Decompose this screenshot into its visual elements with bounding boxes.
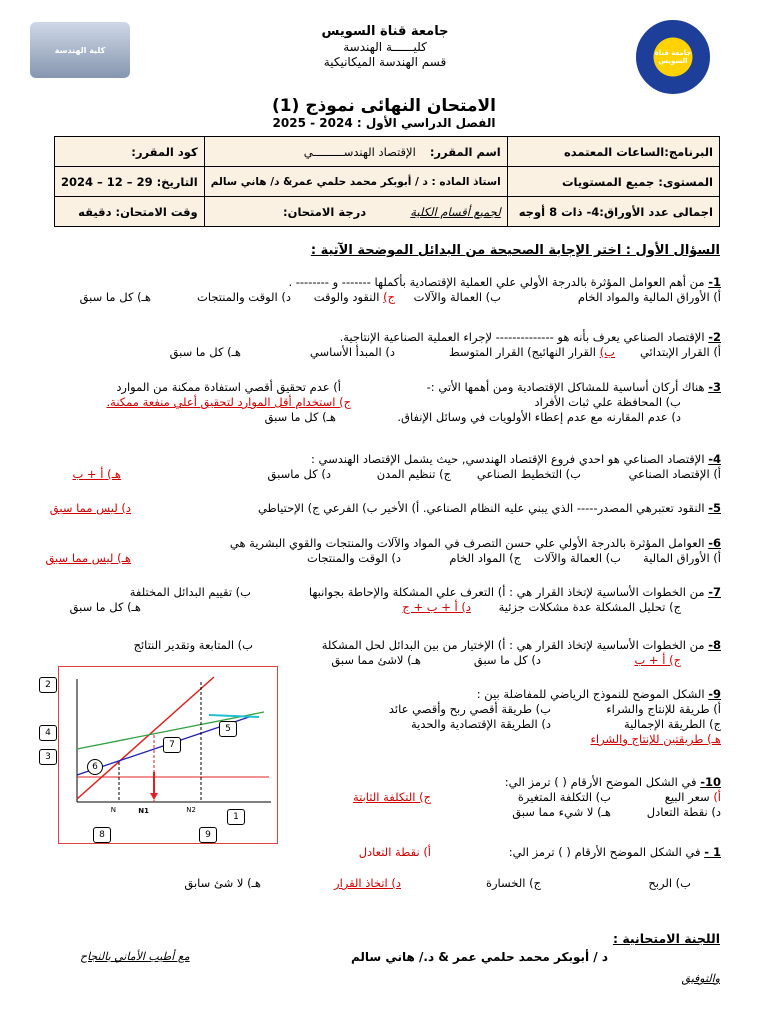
option-d: د) كل ماسبق — [267, 467, 331, 481]
level-cell: المستوى: جميع المستويات — [507, 167, 719, 197]
option-e: هـ) طريقتين للإنتاج والشراء — [590, 732, 721, 746]
question-number: 1- — [708, 275, 721, 289]
option-c: ج) أ + ب — [634, 653, 681, 667]
option-c: ج) الطريقة الإجمالية — [623, 717, 721, 731]
pages-cell: اجمالى عدد الأوراق:4- ذات 8 أوجه — [507, 197, 719, 227]
question-number: 10- — [700, 775, 721, 789]
cyan-line — [209, 715, 259, 717]
university-logo-text: جامعة قناة السويس — [654, 49, 692, 65]
all-departments-text: لجميع أقسام الكلية — [410, 204, 501, 219]
option-c: ج) التكلفة الثابتة — [352, 790, 431, 804]
option-e: هـ) ليس مما سبق — [45, 551, 131, 565]
examiners: د / أبوبكر محمد حلمي عمر & د./ هاني سالم — [351, 950, 608, 964]
professor-cell: استاذ الماده : د / أبوبكر محمد حلمي عمر& د/ هاني سالم — [204, 167, 507, 197]
axis-n1-label: N1 — [138, 807, 149, 815]
option-e: هـ) كل ما سبق — [264, 410, 336, 424]
option-e: هـ) لا شيء مما سبق — [512, 805, 611, 819]
option-d: د) أ + ب + ج — [402, 600, 471, 614]
option-a: أ) الأوراق المالية — [643, 551, 721, 565]
exam-info-table — [54, 136, 720, 227]
question-stem: العوامل المؤثرة بالدرجة الأولي علي حسن التصرف في المواد والآلات والمنتجات والقوي البشرية هي — [229, 536, 705, 550]
option-d: د) الوقت والمنتجات — [307, 551, 401, 565]
question-10 — [300, 775, 721, 820]
question-number: 5- — [708, 501, 721, 515]
question-number: 7- — [708, 585, 721, 599]
question-stem: في الشكل الموضح الأرقام ( ) ترمز الي: — [508, 845, 701, 859]
option-b: ب) تقييم البدائل المختلفة — [129, 585, 251, 599]
option-a: أ) الأوراق المالية والمواد الخام — [577, 290, 721, 304]
university-logo — [636, 20, 710, 94]
question-stem: النقود تعتبرهي المصدر----- الذي يبني عليه النظام الصناعي. أ) الأخير ب) الفرعي ج) الإحتياطي — [257, 501, 705, 515]
label-7: 7 — [163, 737, 181, 753]
option-e: هـ) لا شئ سابق — [184, 876, 261, 890]
option-b: ب) التكلفة المتغيرة — [517, 790, 611, 804]
program-cell: البرنامج:الساعات المعتمده — [507, 137, 719, 167]
label-6: 6 — [87, 759, 103, 775]
faculty-name: كليــــــة الهندسة — [343, 40, 427, 55]
label-3: 3 — [39, 749, 57, 765]
option-c: ج) تنظيم المدن — [376, 467, 451, 481]
question-1 — [40, 275, 721, 305]
table-row — [55, 197, 720, 227]
question-number: 9- — [708, 687, 721, 701]
option-c: ج) الخسارة — [485, 876, 541, 890]
option-d: د) ليس مما سبق — [49, 501, 131, 515]
department-name: قسم الهندسة الميكانيكية — [323, 55, 447, 70]
label-8: 8 — [93, 827, 111, 843]
table-row — [55, 137, 720, 167]
committee-label — [613, 931, 720, 946]
option-d: د) الطريقة الإقتصادية والحدية — [411, 717, 551, 731]
question-6 — [40, 536, 721, 566]
committee-text: اللجنة الامتحانية : — [613, 931, 720, 946]
question-stem: من أهم العوامل المؤثرة بالدرجة الأولي علي العملية الإقتصادية بأكملها ------- و -------- . — [288, 275, 705, 289]
question-9 — [300, 687, 721, 747]
table-row — [55, 167, 720, 197]
option-a: أ) الإقتصاد الصناعي — [628, 467, 721, 481]
label-1: 1 — [227, 809, 245, 825]
question-number: 2- — [708, 330, 721, 344]
axis-n-label: N — [110, 806, 116, 814]
option-c: ج) تحليل المشكلة عدة مشكلات جزئية — [498, 600, 681, 614]
option-d: د) نقطة التعادل — [646, 805, 721, 819]
question-11-options — [40, 876, 721, 891]
option-e: هـ) كل ما سبق — [69, 600, 141, 614]
option-c-marker: ج) — [383, 290, 395, 304]
question-stem: الشكل الموضح للنموذج الرياضي للمفاضلة بين : — [476, 687, 705, 701]
question-number: 4- — [708, 452, 721, 466]
option-b: ب) الربح — [648, 876, 691, 890]
question-stem: الإقتصاد الصناعي هو احدي فروع الإقتصاد الهندسي, حيث يشمل الإقتصاد الهندسي : — [311, 452, 705, 466]
university-name: جامعة قناة السويس — [321, 24, 449, 39]
question-4 — [40, 452, 721, 482]
option-d: د) عدم المقارنه مع عدم إعطاء الأولويات في وسائل الإنفاق. — [397, 410, 681, 424]
option-a: أ) القرار الإبتدائي — [639, 345, 721, 359]
exam-grade-label: درجة الامتحان: — [283, 204, 367, 219]
axis-n2-label: N2 — [186, 806, 196, 814]
question-stem: من الخطوات الأساسية لإتخاذ القرار هي : أ) التعرف علي المشكلة والإحاطة بجوانبها — [308, 585, 705, 599]
label-5: 5 — [219, 721, 237, 737]
course-name-cell — [204, 137, 507, 167]
course-code-cell: كود المقرر: — [55, 137, 205, 167]
question-7 — [40, 585, 721, 615]
break-even-diagram — [45, 666, 278, 844]
option-c: النقود والوقت — [313, 290, 380, 304]
option-d: د) كل ما سبق — [473, 653, 541, 667]
question-stem: من الخطوات الأساسية لإتخاذ القرار هي : أ) الإختيار من بين البدائل لحل المشكلة — [321, 638, 705, 652]
option-e: هـ) أ + ب — [72, 467, 121, 481]
option-b: ب) طريقة أقصي ربح وأقصي عائد — [388, 702, 551, 716]
question-number: 1 - — [704, 845, 721, 859]
question-5 — [40, 501, 721, 516]
option-a: أ) نقطة التعادل — [358, 845, 431, 859]
label-4: 4 — [39, 725, 57, 741]
option-e: هـ) كل ما سبق — [79, 290, 151, 304]
option-b-marker: ب) — [599, 345, 615, 359]
question-8 — [40, 638, 721, 668]
option-e: هـ) كل ما سبق — [169, 345, 241, 359]
option-d: د) الوقت والمنتجات — [197, 290, 291, 304]
exam-title-block — [0, 96, 768, 130]
option-b: ب) التخطيط الصناعي — [476, 467, 581, 481]
question-stem: الإقتصاد الصناعي يعرف بأنه هو -------------- لإجراء العملية الصناعية الإنتاجية. — [339, 330, 705, 344]
label-9: 9 — [199, 827, 217, 843]
option-c: ج) المواد الخام — [449, 551, 521, 565]
course-name-label: اسم المقرر: — [429, 144, 501, 159]
option-d: د) المبدأ الأساسي — [309, 345, 395, 359]
course-name-value: الإقتصاد الهندســـــــــي — [303, 144, 416, 159]
option-b: ب) العمالة والآلات — [413, 290, 501, 304]
arrow-head — [150, 793, 158, 800]
grade-cell — [204, 197, 507, 227]
option-a: أ) طريقة للإنتاج والشراء — [606, 702, 721, 716]
question-11 — [300, 845, 721, 860]
section-title-text: السؤال الأول : اختر الإجابة الصحيحة من البدائل الموضحة الآتية : — [310, 243, 720, 258]
option-e: هـ) لاشئ مما سبق — [331, 653, 421, 667]
date-cell: التاريخ: 29 – 12 – 2024 — [55, 167, 205, 197]
question-number: 6- — [708, 536, 721, 550]
section-title — [311, 243, 720, 258]
option-b: ب) العمالة والآلات — [533, 551, 621, 565]
question-2 — [40, 330, 721, 360]
good-luck-wish: مع أطيب الأماني بالنجاح — [80, 950, 190, 963]
option-b: القرار النهائيج) القرار المتوسط — [448, 345, 597, 359]
exam-term: الفصل الدراسي الأول : 2024 - 2025 — [272, 116, 496, 130]
question-number: 8- — [708, 638, 721, 652]
question-3 — [40, 380, 721, 425]
option-a: سعر البيع — [664, 790, 710, 804]
question-stem: في الشكل الموضح الأرقام ( ) ترمز الي: — [504, 775, 697, 789]
institution-header — [300, 24, 470, 70]
exam-time-cell: وقت الامتحان: دقيقه — [55, 197, 205, 227]
option-b: ب) المحافظة علي ثبات الأفراد — [534, 395, 681, 409]
exam-title: الامتحان النهائى نموذج (1) — [272, 96, 496, 116]
option-a: أ) عدم تحقيق أقصي استفادة ممكنة من الموارد — [116, 380, 341, 394]
revenue-line — [77, 677, 214, 799]
faculty-logo — [30, 22, 130, 78]
option-b: ب) المتابعة وتقدير النتائج — [133, 638, 253, 652]
question-number: 3- — [708, 380, 721, 394]
label-2: 2 — [39, 677, 57, 693]
option-a-marker: أ) — [713, 790, 721, 804]
option-d: د) اتخاذ القرار — [334, 876, 401, 890]
good-luck-wish-2: والتوفيق — [681, 972, 720, 985]
faculty-logo-text: كلية الهندسة — [54, 45, 106, 55]
question-stem: هناك أركان أساسية للمشاكل الإقتصادية ومن أهمها الأتي :- — [426, 380, 705, 394]
option-c: ج) استخدام أقل الموارد لتحقيق أعلي منفعة ممكنة. — [106, 395, 351, 409]
